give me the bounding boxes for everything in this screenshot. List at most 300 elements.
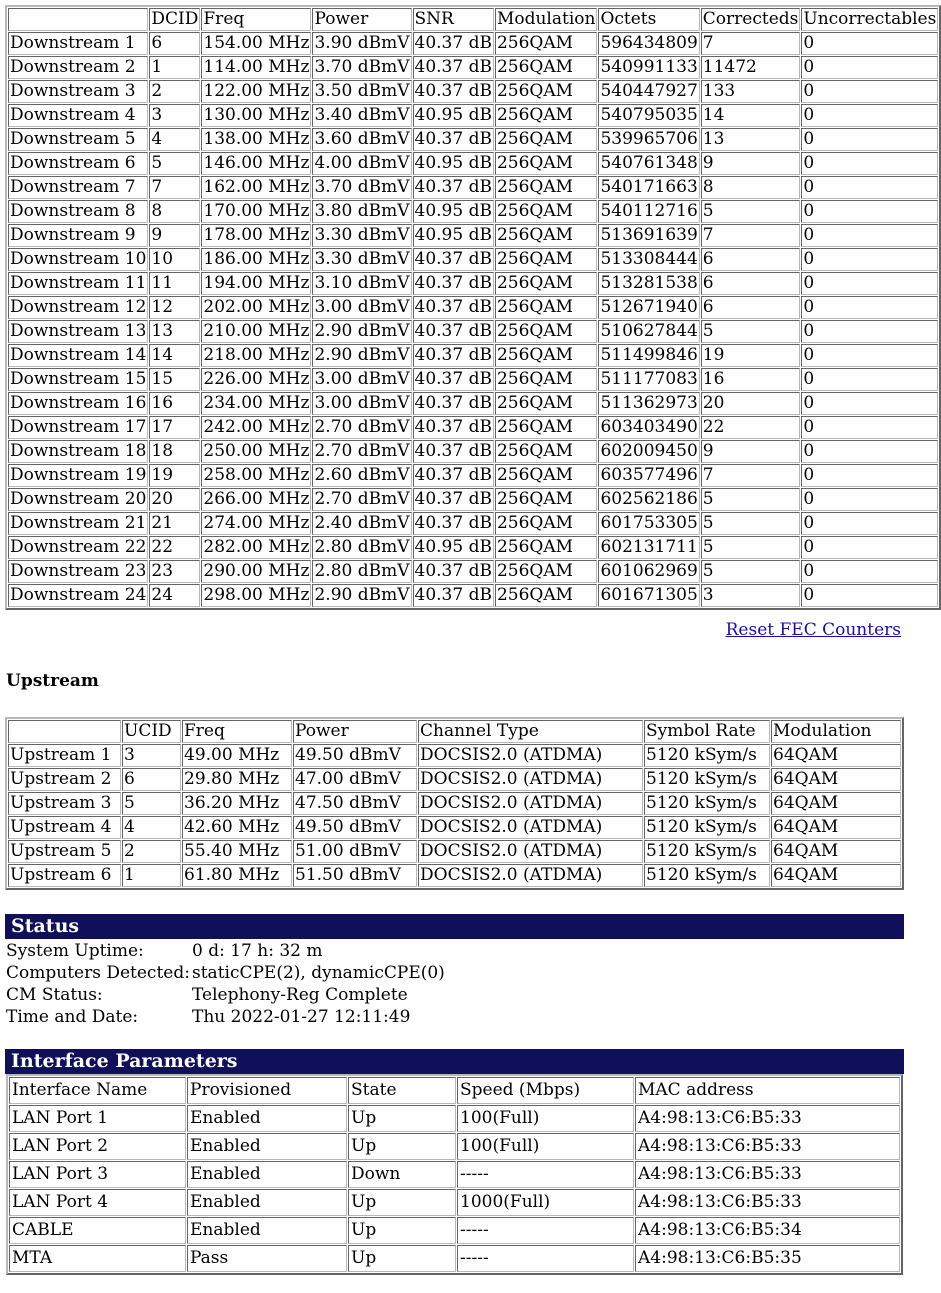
table-cell: 0 bbox=[801, 512, 938, 535]
table-cell: 40.37 dB bbox=[414, 81, 492, 101]
table-cell: 256QAM bbox=[495, 272, 598, 295]
table-cell: 64QAM bbox=[771, 744, 901, 767]
table-cell: 16 bbox=[149, 392, 200, 415]
table-cell: 178.00 MHz bbox=[203, 225, 310, 245]
table-cell: 55.40 MHz bbox=[182, 840, 292, 863]
table-cell: 20 bbox=[701, 392, 801, 415]
column-header: Symbol Rate bbox=[644, 720, 770, 743]
table-cell: 256QAM bbox=[495, 368, 598, 391]
table-cell: 290.00 MHz bbox=[203, 561, 310, 581]
table-cell: 256QAM bbox=[495, 392, 598, 415]
column-header: UCID bbox=[122, 720, 181, 743]
table-cell: Downstream 16 bbox=[10, 393, 147, 413]
table-cell: 40.37 dB bbox=[414, 513, 492, 533]
interface-table bbox=[6, 1074, 903, 1275]
status-label: Computers Detected: bbox=[6, 963, 190, 983]
table-cell: Downstream 9 bbox=[8, 224, 148, 247]
table-cell: 282.00 MHz bbox=[203, 537, 310, 557]
table-cell: 154.00 MHz bbox=[203, 33, 310, 53]
table-cell: Downstream 20 bbox=[10, 489, 147, 509]
table-row bbox=[8, 536, 938, 559]
table-cell: Downstream 23 bbox=[10, 561, 147, 581]
table-cell: A4:98:13:C6:B5:33 bbox=[635, 1133, 900, 1160]
table-row bbox=[8, 344, 938, 367]
table-cell: 61.80 MHz bbox=[182, 864, 292, 887]
table-cell: Downstream 21 bbox=[10, 513, 147, 533]
table-cell: 0 bbox=[801, 296, 938, 319]
table-cell: Downstream 11 bbox=[10, 273, 147, 293]
status-label: Time and Date: bbox=[6, 1007, 139, 1027]
table-cell: 258.00 MHz bbox=[203, 465, 310, 485]
table-row bbox=[8, 296, 938, 319]
table-cell: 0 bbox=[801, 560, 938, 583]
table-cell: Up bbox=[348, 1245, 456, 1272]
table-cell: 40.37 dB bbox=[414, 561, 492, 581]
interface-body bbox=[9, 1105, 900, 1272]
table-cell: 130.00 MHz bbox=[203, 105, 310, 125]
table-cell: 40.95 dB bbox=[414, 225, 492, 245]
table-cell: 2.70 dBmV bbox=[314, 417, 410, 437]
table-cell: Downstream 14 bbox=[10, 345, 147, 365]
table-cell: 23 bbox=[149, 560, 200, 583]
table-cell: 0 bbox=[801, 32, 938, 55]
table-cell: 256QAM bbox=[495, 152, 598, 175]
table-cell: A4:98:13:C6:B5:33 bbox=[635, 1161, 900, 1188]
table-cell: 2 bbox=[122, 840, 181, 863]
table-cell: 256QAM bbox=[495, 584, 598, 607]
table-cell: DOCSIS2.0 (ATDMA) bbox=[418, 816, 643, 839]
table-cell: 0 bbox=[801, 368, 938, 391]
upstream-header-row bbox=[8, 720, 901, 743]
status-title-bar: Status bbox=[5, 914, 904, 939]
table-cell: 512671940 bbox=[600, 297, 698, 317]
table-cell: 7 bbox=[701, 32, 801, 55]
table-cell: DOCSIS2.0 (ATDMA) bbox=[418, 792, 643, 815]
table-cell: Up bbox=[348, 1133, 456, 1160]
table-cell: 1 bbox=[149, 56, 200, 79]
table-cell: 602131711 bbox=[600, 537, 698, 557]
column-header: Freq bbox=[201, 8, 311, 31]
table-row bbox=[8, 816, 901, 839]
table-cell: 0 bbox=[801, 320, 938, 343]
table-cell: 513281538 bbox=[600, 273, 698, 293]
interface-header-row bbox=[9, 1077, 900, 1104]
table-cell: 3.40 dBmV bbox=[314, 105, 410, 125]
table-cell: 4 bbox=[149, 128, 200, 151]
table-cell: A4:98:13:C6:B5:33 bbox=[635, 1105, 900, 1132]
table-cell: 186.00 MHz bbox=[203, 249, 310, 269]
table-cell: 194.00 MHz bbox=[203, 273, 310, 293]
table-cell: LAN Port 1 bbox=[9, 1105, 186, 1132]
table-cell: 18 bbox=[149, 440, 200, 463]
table-cell: 40.37 dB bbox=[414, 369, 492, 389]
table-row bbox=[8, 560, 938, 583]
table-cell: 6 bbox=[701, 248, 801, 271]
table-cell: 40.37 dB bbox=[414, 393, 492, 413]
table-cell: 603403490 bbox=[600, 417, 698, 437]
table-cell: 5120 kSym/s bbox=[644, 840, 770, 863]
table-cell: ----- bbox=[457, 1217, 634, 1244]
table-row bbox=[8, 368, 938, 391]
table-cell: 5120 kSym/s bbox=[644, 792, 770, 815]
table-cell: 256QAM bbox=[495, 248, 598, 271]
table-cell: 266.00 MHz bbox=[203, 489, 310, 509]
status-row-time-date bbox=[6, 1006, 445, 1028]
table-cell: 0 bbox=[801, 536, 938, 559]
table-cell: 146.00 MHz bbox=[203, 153, 310, 173]
table-cell: 40.37 dB bbox=[414, 57, 492, 77]
table-cell: Downstream 4 bbox=[8, 104, 148, 127]
table-cell: 0 bbox=[801, 392, 938, 415]
table-cell: 511362973 bbox=[600, 393, 698, 413]
column-header: Uncorrectables bbox=[803, 9, 937, 29]
table-row bbox=[8, 128, 938, 151]
table-cell: 9 bbox=[701, 152, 801, 175]
table-cell: 540171663 bbox=[600, 177, 698, 197]
table-cell: Downstream 6 bbox=[8, 152, 148, 175]
table-cell: 540991133 bbox=[600, 57, 698, 77]
table-cell: 4 bbox=[122, 816, 181, 839]
table-cell: 540112716 bbox=[600, 201, 698, 221]
table-cell: 3.30 dBmV bbox=[314, 249, 410, 269]
table-cell: 0 bbox=[801, 248, 938, 271]
table-cell: 162.00 MHz bbox=[203, 177, 310, 197]
column-header: Power bbox=[312, 8, 411, 31]
table-cell: 5 bbox=[701, 488, 801, 511]
table-cell: 40.95 dB bbox=[414, 105, 492, 125]
table-cell: 602009450 bbox=[600, 441, 698, 461]
table-cell: 2.80 dBmV bbox=[314, 561, 410, 581]
table-cell: 64QAM bbox=[771, 840, 901, 863]
table-cell: LAN Port 3 bbox=[9, 1161, 186, 1188]
table-cell: Pass bbox=[187, 1245, 347, 1272]
table-cell: 256QAM bbox=[495, 56, 598, 79]
status-row-cm-status bbox=[6, 984, 445, 1006]
table-cell: 601062969 bbox=[600, 561, 698, 581]
table-cell: 7 bbox=[701, 224, 801, 247]
table-cell: 602562186 bbox=[600, 489, 698, 509]
table-cell: 0 bbox=[801, 440, 938, 463]
table-cell: Downstream 3 bbox=[8, 80, 148, 103]
table-cell: DOCSIS2.0 (ATDMA) bbox=[418, 840, 643, 863]
status-label: CM Status: bbox=[6, 985, 103, 1005]
table-cell: 511177083 bbox=[600, 369, 698, 389]
table-cell: 3 bbox=[122, 744, 181, 767]
table-cell: 51.00 dBmV bbox=[293, 840, 417, 863]
table-cell: 47.50 dBmV bbox=[293, 792, 417, 815]
downstream-table bbox=[5, 5, 941, 610]
table-cell: Downstream 19 bbox=[10, 465, 147, 485]
table-cell: 274.00 MHz bbox=[203, 513, 310, 533]
table-cell: Downstream 18 bbox=[10, 441, 147, 461]
table-cell: 226.00 MHz bbox=[203, 369, 310, 389]
table-cell: 513308444 bbox=[600, 249, 698, 269]
table-cell: 6 bbox=[149, 32, 200, 55]
table-cell: Up bbox=[348, 1189, 456, 1216]
table-cell: Downstream 13 bbox=[10, 321, 147, 341]
table-cell: 42.60 MHz bbox=[182, 816, 292, 839]
column-header bbox=[8, 720, 121, 743]
column-header: Octets bbox=[598, 8, 699, 31]
column-header: Provisioned bbox=[187, 1077, 347, 1104]
table-cell: 0 bbox=[801, 56, 938, 79]
table-cell: 3.00 dBmV bbox=[314, 369, 410, 389]
table-cell: 2.90 dBmV bbox=[314, 585, 410, 605]
table-cell: 40.37 dB bbox=[414, 249, 492, 269]
status-label: System Uptime: bbox=[6, 941, 144, 961]
table-cell: 5 bbox=[701, 320, 801, 343]
table-row bbox=[8, 176, 938, 199]
table-cell: 49.50 dBmV bbox=[293, 816, 417, 839]
table-cell: A4:98:13:C6:B5:35 bbox=[635, 1245, 900, 1272]
table-cell: 256QAM bbox=[495, 344, 598, 367]
table-cell: 19 bbox=[701, 344, 801, 367]
table-cell: 540795035 bbox=[600, 105, 698, 125]
table-cell: Downstream 10 bbox=[10, 249, 147, 269]
table-cell: 0 bbox=[801, 488, 938, 511]
table-cell: 256QAM bbox=[495, 536, 598, 559]
table-cell: 2.70 dBmV bbox=[314, 441, 410, 461]
status-value: 0 d: 17 h: 32 m bbox=[192, 941, 323, 961]
status-value: staticCPE(2), dynamicCPE(0) bbox=[192, 963, 445, 983]
table-cell: 64QAM bbox=[771, 864, 901, 887]
table-cell: 5120 kSym/s bbox=[644, 768, 770, 791]
table-cell: 3.60 dBmV bbox=[314, 129, 410, 149]
table-cell: 40.37 dB bbox=[414, 177, 492, 197]
table-row bbox=[8, 272, 938, 295]
table-cell: 40.37 dB bbox=[414, 129, 492, 149]
table-cell: Enabled bbox=[187, 1189, 347, 1216]
table-cell: 3.80 dBmV bbox=[314, 201, 410, 221]
table-cell: 3.10 dBmV bbox=[314, 273, 410, 293]
table-cell: 0 bbox=[801, 584, 938, 607]
table-cell: 2 bbox=[149, 80, 200, 103]
table-row bbox=[8, 488, 938, 511]
table-cell: 40.95 dB bbox=[414, 201, 492, 221]
table-cell: Downstream 24 bbox=[10, 585, 147, 605]
table-cell: 202.00 MHz bbox=[203, 297, 310, 317]
table-row bbox=[8, 248, 938, 271]
table-cell: 16 bbox=[701, 368, 801, 391]
table-row bbox=[8, 320, 938, 343]
status-value: Thu 2022-01-27 12:11:49 bbox=[192, 1007, 411, 1027]
table-row bbox=[8, 104, 938, 127]
table-cell: Down bbox=[348, 1161, 456, 1188]
table-cell: 14 bbox=[701, 104, 801, 127]
table-cell: 100(Full) bbox=[457, 1133, 634, 1160]
table-cell: Downstream 2 bbox=[8, 56, 148, 79]
table-cell: 40.37 dB bbox=[414, 33, 492, 53]
table-cell: 2.60 dBmV bbox=[314, 465, 410, 485]
table-cell: 3.70 dBmV bbox=[314, 57, 410, 77]
table-row bbox=[8, 416, 938, 439]
table-cell: 3.50 dBmV bbox=[314, 81, 410, 101]
table-cell: 9 bbox=[701, 440, 801, 463]
column-header: SNR bbox=[413, 8, 494, 31]
table-cell: 8 bbox=[149, 200, 200, 223]
table-cell: DOCSIS2.0 (ATDMA) bbox=[418, 768, 643, 791]
table-cell: Up bbox=[348, 1105, 456, 1132]
table-cell: 5120 kSym/s bbox=[644, 816, 770, 839]
table-cell: 601671305 bbox=[600, 585, 698, 605]
table-row bbox=[8, 840, 901, 863]
interface-title-bar: Interface Parameters bbox=[5, 1049, 904, 1074]
table-cell: 138.00 MHz bbox=[203, 129, 310, 149]
table-cell: Upstream 2 bbox=[8, 768, 121, 791]
table-cell: 3.70 dBmV bbox=[314, 177, 410, 197]
table-row bbox=[8, 864, 901, 887]
table-cell: 242.00 MHz bbox=[203, 417, 310, 437]
table-cell: 256QAM bbox=[495, 200, 598, 223]
table-cell: DOCSIS2.0 (ATDMA) bbox=[418, 864, 643, 887]
downstream-body bbox=[8, 32, 938, 607]
column-header: Modulation bbox=[496, 9, 596, 29]
table-cell: 3.00 dBmV bbox=[314, 297, 410, 317]
reset-fec-counters-link[interactable]: Reset FEC Counters bbox=[725, 620, 901, 640]
column-header bbox=[8, 8, 148, 31]
table-cell: 0 bbox=[801, 152, 938, 175]
table-row bbox=[8, 224, 938, 247]
table-row bbox=[9, 1105, 900, 1132]
table-cell: 540761348 bbox=[600, 153, 698, 173]
table-cell: 40.37 dB bbox=[414, 441, 492, 461]
table-cell: 5 bbox=[701, 512, 801, 535]
table-cell: 24 bbox=[149, 584, 200, 607]
table-row bbox=[9, 1161, 900, 1188]
table-cell: Upstream 4 bbox=[8, 816, 121, 839]
table-row bbox=[8, 440, 938, 463]
table-cell: CABLE bbox=[9, 1217, 186, 1244]
column-header: Freq bbox=[182, 720, 292, 743]
table-cell: 510627844 bbox=[600, 321, 698, 341]
table-cell: 15 bbox=[149, 368, 200, 391]
table-cell: LAN Port 4 bbox=[9, 1189, 186, 1216]
table-cell: 12 bbox=[149, 296, 200, 319]
table-cell: 256QAM bbox=[495, 416, 598, 439]
table-cell: 11 bbox=[149, 272, 200, 295]
table-row bbox=[9, 1245, 900, 1272]
table-cell: 256QAM bbox=[495, 560, 598, 583]
table-cell: Up bbox=[348, 1217, 456, 1244]
table-cell: 0 bbox=[801, 224, 938, 247]
table-row bbox=[8, 152, 938, 175]
table-cell: 114.00 MHz bbox=[203, 57, 310, 77]
column-header: Interface Name bbox=[9, 1077, 186, 1104]
table-cell: ----- bbox=[457, 1245, 634, 1272]
column-header: Modulation bbox=[771, 720, 901, 743]
table-cell: 234.00 MHz bbox=[203, 393, 310, 413]
table-row bbox=[9, 1133, 900, 1160]
table-row bbox=[9, 1189, 900, 1216]
table-cell: 19 bbox=[149, 464, 200, 487]
table-cell: 256QAM bbox=[495, 440, 598, 463]
table-cell: 7 bbox=[149, 176, 200, 199]
table-cell: 40.95 dB bbox=[414, 537, 492, 557]
table-cell: 1000(Full) bbox=[457, 1189, 634, 1216]
table-cell: 40.37 dB bbox=[414, 489, 492, 509]
table-cell: DOCSIS2.0 (ATDMA) bbox=[418, 744, 643, 767]
table-cell: 14 bbox=[149, 344, 200, 367]
table-cell: 5 bbox=[701, 200, 801, 223]
table-cell: 64QAM bbox=[771, 768, 901, 791]
table-cell: Upstream 1 bbox=[8, 744, 121, 767]
table-cell: 0 bbox=[801, 272, 938, 295]
table-cell: Downstream 12 bbox=[10, 297, 147, 317]
table-cell: 3.90 dBmV bbox=[314, 33, 410, 53]
table-cell: Downstream 22 bbox=[10, 537, 147, 557]
column-header: MAC address bbox=[635, 1077, 900, 1104]
table-cell: 133 bbox=[701, 80, 801, 103]
table-cell: 9 bbox=[149, 224, 200, 247]
table-row bbox=[8, 768, 901, 791]
column-header: Power bbox=[293, 720, 417, 743]
table-row bbox=[9, 1217, 900, 1244]
table-cell: 122.00 MHz bbox=[203, 81, 310, 101]
table-cell: Downstream 8 bbox=[8, 200, 148, 223]
table-cell: 2.80 dBmV bbox=[314, 537, 410, 557]
table-cell: 5 bbox=[149, 152, 200, 175]
table-cell: 256QAM bbox=[495, 80, 598, 103]
table-cell: MTA bbox=[9, 1245, 186, 1272]
table-cell: 64QAM bbox=[771, 792, 901, 815]
table-cell: A4:98:13:C6:B5:33 bbox=[635, 1189, 900, 1216]
table-cell: 540447927 bbox=[600, 81, 698, 101]
table-cell: 4.00 dBmV bbox=[314, 153, 410, 173]
table-cell: 6 bbox=[701, 296, 801, 319]
status-list bbox=[6, 940, 445, 1028]
table-cell: 0 bbox=[801, 464, 938, 487]
table-row bbox=[8, 464, 938, 487]
table-cell: ----- bbox=[457, 1161, 634, 1188]
table-cell: 0 bbox=[801, 200, 938, 223]
table-cell: 513691639 bbox=[600, 225, 698, 245]
table-cell: Downstream 17 bbox=[10, 417, 147, 437]
table-cell: 100(Full) bbox=[457, 1105, 634, 1132]
table-cell: 17 bbox=[149, 416, 200, 439]
downstream-header-row bbox=[8, 8, 938, 31]
upstream-heading: Upstream bbox=[6, 671, 99, 691]
table-cell: 40.37 dB bbox=[414, 297, 492, 317]
table-cell: 6 bbox=[122, 768, 181, 791]
table-cell: 298.00 MHz bbox=[203, 585, 310, 605]
status-value: Telephony-Reg Complete bbox=[192, 985, 408, 1005]
table-cell: Downstream 15 bbox=[10, 369, 147, 389]
table-row bbox=[8, 56, 938, 79]
table-cell: 40.37 dB bbox=[414, 321, 492, 341]
table-cell: Enabled bbox=[187, 1217, 347, 1244]
table-cell: 3.00 dBmV bbox=[314, 393, 410, 413]
table-cell: 1 bbox=[122, 864, 181, 887]
table-cell: 511499846 bbox=[600, 345, 698, 365]
table-cell: 22 bbox=[701, 416, 801, 439]
status-row-computers bbox=[6, 962, 445, 984]
table-cell: Downstream 5 bbox=[8, 128, 148, 151]
table-cell: 40.37 dB bbox=[414, 345, 492, 365]
table-cell: Enabled bbox=[187, 1161, 347, 1188]
table-cell: 49.50 dBmV bbox=[293, 744, 417, 767]
table-cell: 5 bbox=[122, 792, 181, 815]
table-cell: 5120 kSym/s bbox=[644, 744, 770, 767]
table-cell: Downstream 1 bbox=[8, 32, 148, 55]
table-row bbox=[8, 200, 938, 223]
table-cell: 47.00 dBmV bbox=[293, 768, 417, 791]
table-cell: Upstream 6 bbox=[8, 864, 121, 887]
table-row bbox=[8, 80, 938, 103]
table-cell: 40.37 dB bbox=[414, 417, 492, 437]
column-header: Speed (Mbps) bbox=[457, 1077, 634, 1104]
table-cell: 0 bbox=[801, 128, 938, 151]
table-cell: 3.30 dBmV bbox=[314, 225, 410, 245]
